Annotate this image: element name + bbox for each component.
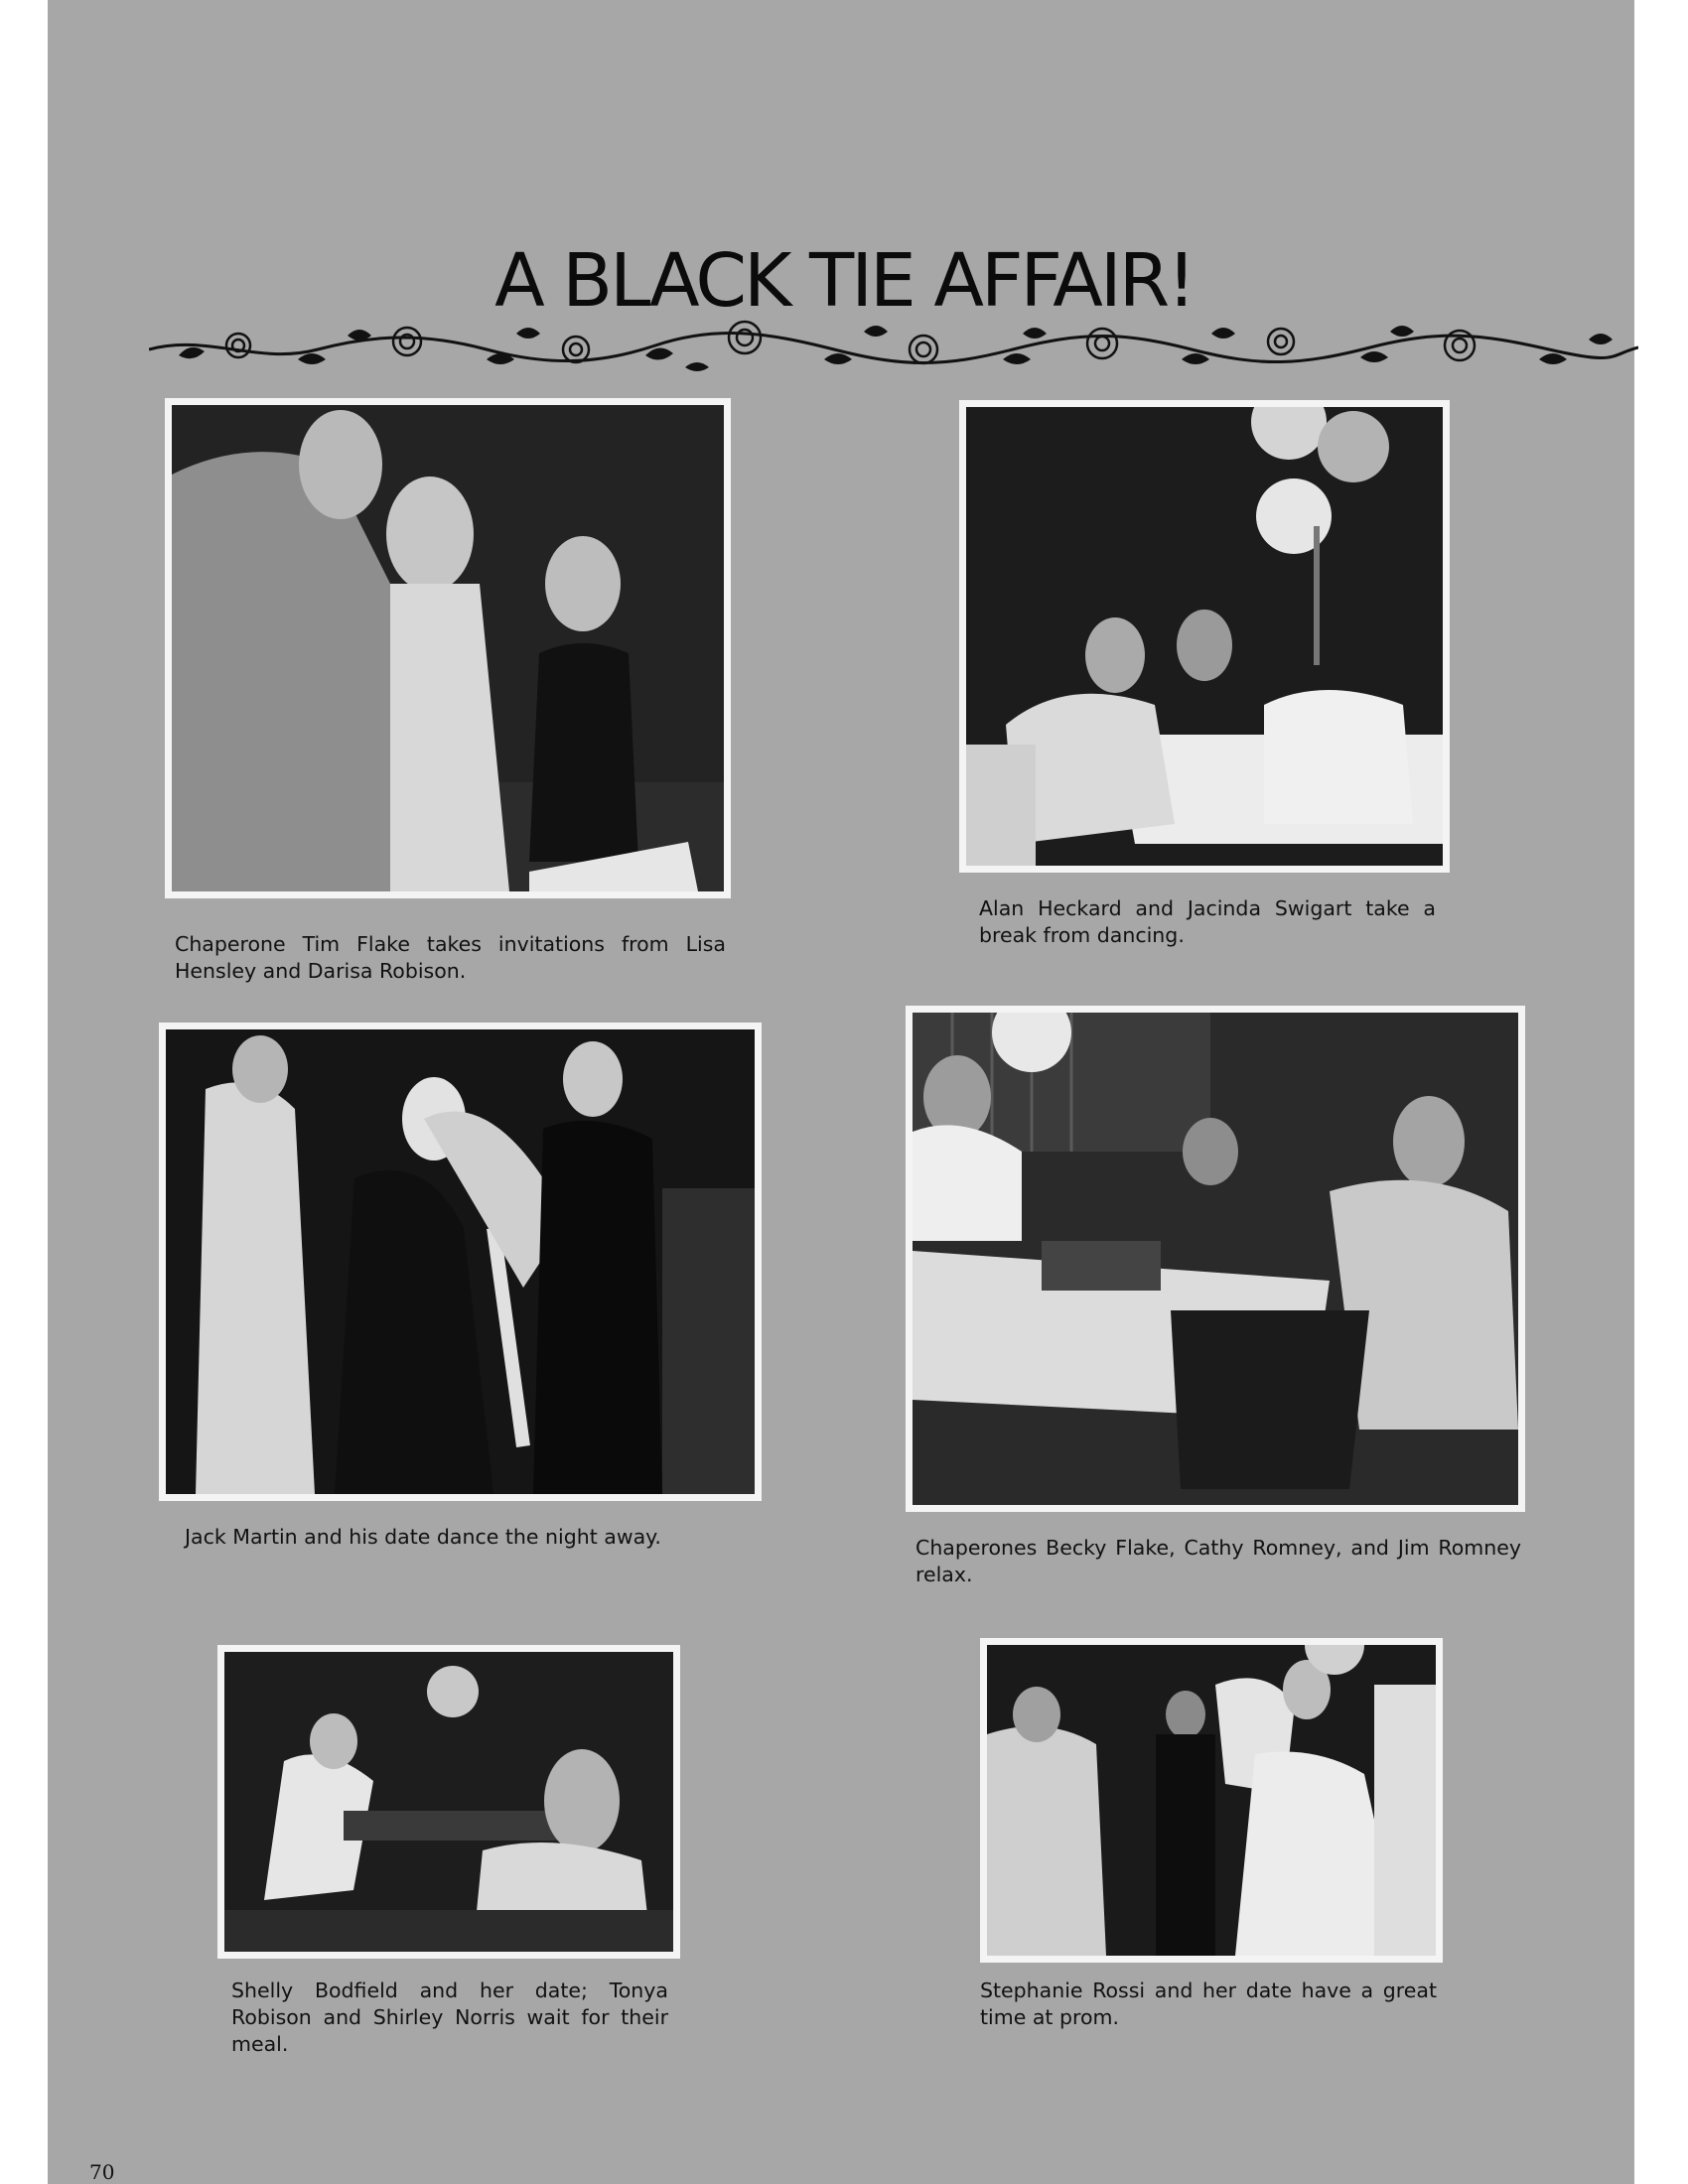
photo-chaperones-relax: [906, 1006, 1525, 1512]
photo-great-time-at-prom: [980, 1638, 1443, 1963]
caption-photo-4: Chaperones Becky Flake, Cathy Romney, and Jim Romney relax.: [915, 1536, 1521, 1586]
photo-waiting-for-meal: [217, 1645, 680, 1959]
caption-photo-1: Chaperone Tim Flake takes invitations from Lisa Hensley and Darisa Robison.: [175, 932, 726, 983]
photo-break-from-dancing: [959, 400, 1450, 873]
caption-photo-6: Stephanie Rossi and her date have a great time at prom.: [980, 1979, 1437, 2029]
caption-photo-2: Alan Heckard and Jacinda Swigart take a break from dancing.: [979, 896, 1436, 947]
page-title: A BLACK TIE AFFAIR!: [494, 237, 1194, 324]
floral-vine-divider: [149, 316, 1638, 381]
caption-photo-3: Jack Martin and his date dance the night away.: [185, 1525, 661, 1549]
scan-margin: [1634, 0, 1688, 2184]
page-number: 70: [89, 2160, 115, 2184]
photo-chaperone-invitations: [165, 398, 731, 898]
caption-photo-5: Shelly Bodfield and her date; Tonya Robison and Shirley Norris wait for their meal.: [231, 1979, 668, 2056]
photo-dance-night: [159, 1023, 762, 1501]
